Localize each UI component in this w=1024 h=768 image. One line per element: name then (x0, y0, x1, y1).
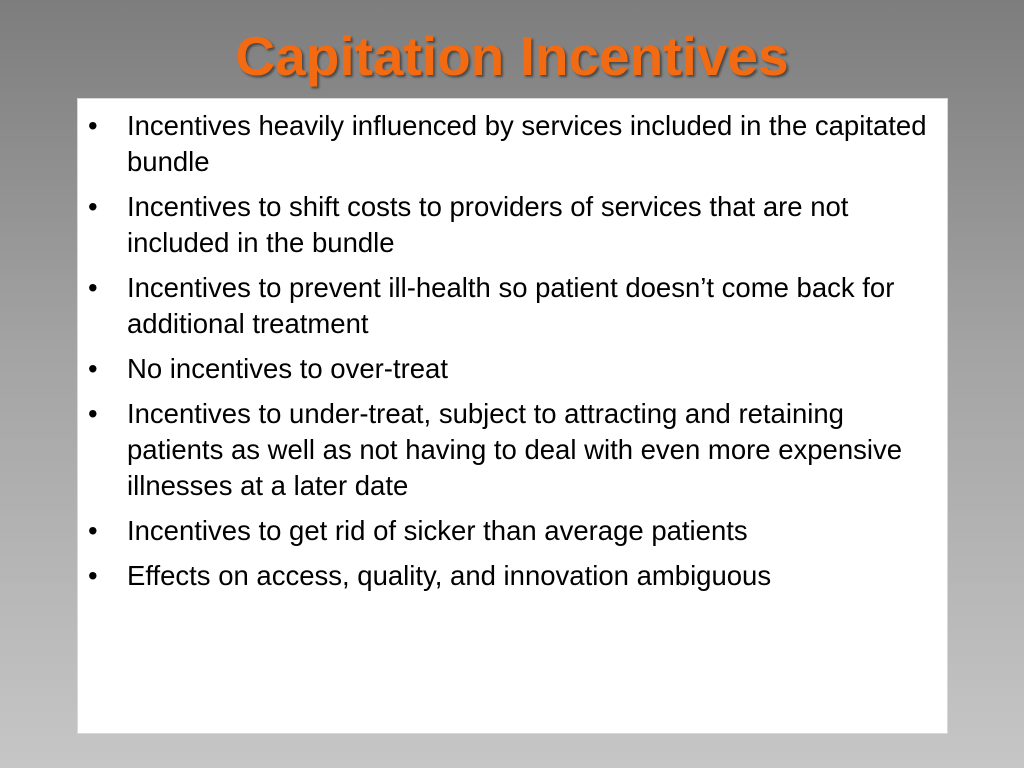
bullet-item-3 (78, 270, 943, 342)
bullet-marker: • (88, 110, 98, 141)
bullet-text: No incentives to over-treat (127, 353, 448, 384)
bullet-text: Incentives to shift costs to providers of services that are not included in the bundle (127, 191, 849, 258)
bullet-marker: • (88, 398, 98, 429)
bullet-text: Incentives to get rid of sicker than average patients (127, 515, 748, 546)
bullet-text: Incentives heavily influenced by services included in the capitated bundle (127, 110, 927, 177)
content-box (77, 98, 948, 734)
bullet-item-2 (78, 189, 943, 261)
bullet-text: Incentives to under-treat, subject to attracting and retaining patients as well as not having to deal with even more expensive illnesses at a later date (127, 398, 903, 501)
bullet-list (78, 99, 947, 594)
bullet-item-4 (78, 351, 943, 387)
bullet-item-7 (78, 558, 943, 594)
bullet-marker: • (88, 353, 98, 384)
bullet-item-1 (78, 108, 943, 180)
bullet-marker: • (88, 515, 98, 546)
slide-title: Capitation Incentives (235, 25, 789, 87)
bullet-marker: • (88, 560, 98, 591)
bullet-marker: • (88, 272, 98, 303)
bullet-item-6 (78, 513, 943, 549)
bullet-item-5 (78, 396, 943, 504)
bullet-text: Incentives to prevent ill-health so patient doesn’t come back for additional treatment (127, 272, 895, 339)
bullet-text: Effects on access, quality, and innovation ambiguous (127, 560, 772, 591)
bullet-marker: • (88, 191, 98, 222)
